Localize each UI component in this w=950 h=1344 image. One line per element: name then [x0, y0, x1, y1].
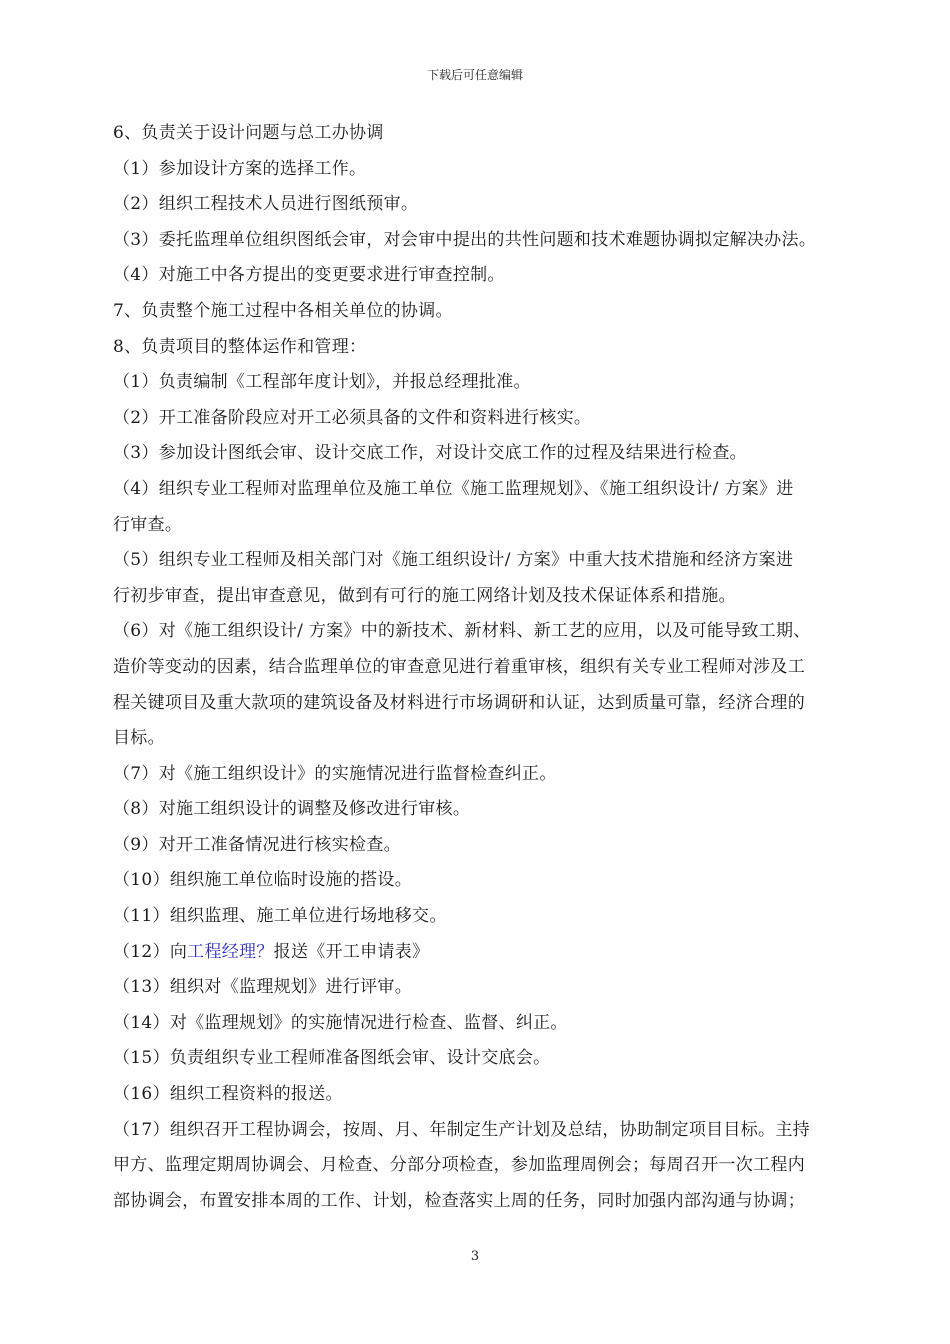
document-body: [113, 116, 883, 1219]
text-line: （8）对施工组织设计的调整及修改进行审核。: [113, 799, 471, 820]
text-line: 甲方、监理定期周协调会、月检查、分部分项检查，参加监理周例会；每周召开一次工程内: [113, 1155, 805, 1176]
text-line: （13）组织对《监理规划》进行评审。: [113, 977, 413, 998]
text-line: （6）对《施工组织设计/ 方案》中的新技术、新材料、新工艺的应用，以及可能导致工期、: [113, 621, 811, 642]
text-line: 造价等变动的因素，结合监理单位的审查意见进行着重审核，组织有关专业工程师对涉及工: [113, 656, 805, 677]
text-line: （4）对施工中各方提出的变更要求进行审查控制。: [113, 265, 505, 286]
text-line: （5）组织专业工程师及相关部门对《施工组织设计/ 方案》中重大技术措施和经济方案进: [113, 550, 794, 571]
page-number: 3: [470, 1249, 480, 1264]
text-line: （9）对开工准备情况进行核实检查。: [113, 834, 401, 855]
text-line: 程关键项目及重大款项的建筑设备及材料进行市场调研和认证，达到质量可靠，经济合理的: [113, 692, 805, 713]
text-line: （16）组织工程资料的报送。: [113, 1084, 343, 1105]
text-line-with-link: [113, 935, 883, 971]
text-line: （2）开工准备阶段应对开工必须具备的文件和资料进行核实。: [113, 407, 592, 428]
line-suffix: 报送《开工申请表》: [273, 941, 430, 962]
text-line: （17）组织召开工程协调会，按周、月、年制定生产计划及总结，协助制定项目目标。主持: [113, 1119, 810, 1140]
text-line: （10）组织施工单位临时设施的搭设。: [113, 870, 413, 891]
text-line: （2）组织工程技术人员进行图纸预审。: [113, 194, 419, 215]
text-line: 7、负责整个施工过程中各相关单位的协调。: [113, 300, 453, 321]
page-header: 下载后可任意编辑: [426, 68, 523, 82]
text-line: （11）组织监理、施工单位进行场地移交。: [113, 906, 447, 927]
text-line: 8、负责项目的整体运作和管理：: [113, 336, 367, 357]
text-line: （3）参加设计图纸会审、设计交底工作，对设计交底工作的过程及结果进行检查。: [113, 443, 747, 464]
project-manager-link[interactable]: 工程经理？: [187, 941, 274, 962]
text-line: 6、负责关于设计问题与总工办协调: [113, 123, 384, 143]
text-line: （4）组织专业工程师对监理单位及施工单位《施工监理规划》、《施工组织设计/ 方案》进: [113, 478, 794, 499]
text-line: 部协调会，布置安排本周的工作、计划，检查落实上周的任务，同时加强内部沟通与协调；: [113, 1190, 805, 1211]
line-prefix: （12）向: [113, 941, 188, 962]
text-line: 行初步审查，提出审查意见，做到有可行的施工网络计划及技术保证体系和措施。: [113, 585, 736, 606]
text-line: （7）对《施工组织设计》的实施情况进行监督检查纠正。: [113, 763, 557, 784]
text-line: （15）负责组织专业工程师准备图纸会审、设计交底会。: [113, 1048, 551, 1069]
text-line: 目标。: [113, 728, 165, 749]
text-line: 行审查。: [113, 514, 183, 535]
text-line: （1）负责编制《工程部年度计划》，并报总经理批准。: [113, 372, 531, 393]
text-line: （3）委托监理单位组织图纸会审，对会审中提出的共性问题和技术难题协调拟定解决办法。: [113, 229, 817, 250]
text-line: （1）参加设计方案的选择工作。: [113, 158, 367, 179]
text-line: （14）对《监理规划》的实施情况进行检查、监督、纠正。: [113, 1012, 568, 1033]
